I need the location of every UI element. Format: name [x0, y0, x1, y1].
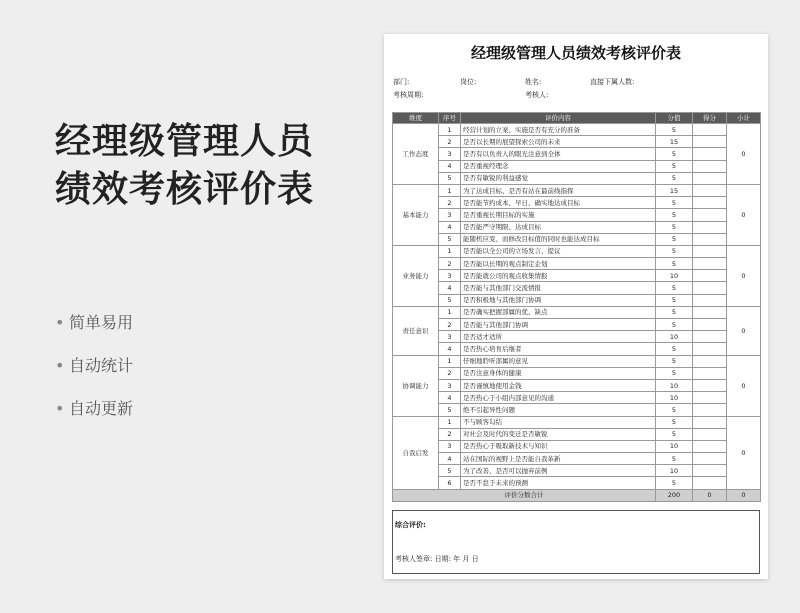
row-content-cell: 为了达成目标、是否有站在最前线指挥 [461, 184, 656, 196]
row-no-cell: 1 [439, 306, 461, 318]
row-content-cell: 是否不怠于未来的预测 [461, 477, 656, 489]
row-content-cell: 是否有敏锐的利益感觉 [461, 172, 656, 184]
row-got-cell[interactable] [693, 440, 727, 452]
meta-position: 岗位: [460, 78, 477, 86]
row-content-cell: 是否能节约成本、早日、确实地达成目标 [461, 197, 656, 209]
row-got-cell[interactable] [693, 270, 727, 282]
row-got-cell[interactable] [693, 172, 727, 184]
subtotal-cell: 0 [727, 416, 761, 489]
row-got-cell[interactable] [693, 392, 727, 404]
row-score-cell: 5 [656, 453, 693, 465]
signature-line: 考核人签章: 日期: 年 月 日 [395, 555, 479, 563]
row-score-cell: 5 [656, 416, 693, 428]
row-no-cell: 1 [439, 245, 461, 257]
total-score: 200 [656, 489, 693, 501]
table-row [393, 270, 761, 282]
row-no-cell: 1 [439, 124, 461, 136]
row-score-cell: 5 [656, 148, 693, 160]
row-score-cell: 10 [656, 379, 693, 391]
table-row [393, 416, 761, 428]
row-no-cell: 3 [439, 209, 461, 221]
bullet-icon: • [55, 313, 65, 332]
row-score-cell: 5 [656, 209, 693, 221]
row-no-cell: 4 [439, 221, 461, 233]
row-got-cell[interactable] [693, 355, 727, 367]
row-got-cell[interactable] [693, 148, 727, 160]
feature-label: 简单易用 [69, 313, 134, 332]
row-no-cell: 5 [439, 404, 461, 416]
row-score-cell: 10 [656, 270, 693, 282]
row-score-cell: 5 [656, 245, 693, 257]
header-subtotal: 小计 [727, 113, 761, 124]
row-content-cell: 是否能与其他部门交流情报 [461, 282, 656, 294]
total-row [393, 489, 761, 501]
row-got-cell[interactable] [693, 233, 727, 245]
comment-box [392, 510, 760, 574]
row-score-cell: 10 [656, 331, 693, 343]
dimension-cell: 基本能力 [393, 184, 439, 245]
row-score-cell: 5 [656, 477, 693, 489]
row-score-cell: 5 [656, 233, 693, 245]
row-score-cell: 5 [656, 172, 693, 184]
row-got-cell[interactable] [693, 282, 727, 294]
row-content-cell: 对社会及时代的变迁是否敏锐 [461, 428, 656, 440]
subtotal-cell: 0 [727, 355, 761, 416]
row-score-cell: 15 [656, 184, 693, 196]
row-content-cell: 是否热心培育后继者 [461, 343, 656, 355]
feature-list [55, 312, 133, 441]
row-got-cell[interactable] [693, 477, 727, 489]
meta-name: 姓名: [525, 78, 542, 86]
row-got-cell[interactable] [693, 465, 727, 477]
header-score: 分值 [656, 113, 693, 124]
row-content-cell: 是否重视长期目标的实施 [461, 209, 656, 221]
row-content-cell: 是否重视经理念 [461, 160, 656, 172]
table-row [393, 392, 761, 404]
dimension-cell: 责任意识 [393, 306, 439, 355]
row-score-cell: 15 [656, 136, 693, 148]
row-score-cell: 5 [656, 343, 693, 355]
evaluation-sheet [384, 34, 768, 579]
row-no-cell: 4 [439, 453, 461, 465]
row-got-cell[interactable] [693, 258, 727, 270]
table-row [393, 428, 761, 440]
table-row [393, 148, 761, 160]
table-header-row [393, 113, 761, 124]
sheet-title: 经理级管理人员绩效考核评价表 [470, 44, 681, 62]
row-no-cell: 3 [439, 270, 461, 282]
row-no-cell: 4 [439, 160, 461, 172]
bullet-icon: • [55, 399, 65, 418]
row-got-cell[interactable] [693, 209, 727, 221]
row-got-cell[interactable] [693, 319, 727, 331]
subtotal-cell: 0 [727, 245, 761, 306]
row-got-cell[interactable] [693, 416, 727, 428]
row-no-cell: 5 [439, 465, 461, 477]
row-no-cell: 5 [439, 233, 461, 245]
row-score-cell: 10 [656, 392, 693, 404]
row-content-cell: 是否确实把握部属的优、缺点 [461, 306, 656, 318]
header-got: 得分 [693, 113, 727, 124]
table-row [393, 294, 761, 306]
row-content-cell: 是否能严守期限、达成目标 [461, 221, 656, 233]
table-row [393, 453, 761, 465]
table-row [393, 404, 761, 416]
row-content-cell: 不与顾客勾结 [461, 416, 656, 428]
row-no-cell: 1 [439, 416, 461, 428]
meta-dept: 部门: [393, 78, 410, 86]
row-got-cell[interactable] [693, 343, 727, 355]
row-got-cell[interactable] [693, 453, 727, 465]
row-no-cell: 2 [439, 319, 461, 331]
row-got-cell[interactable] [693, 404, 727, 416]
header-no: 序号 [439, 113, 461, 124]
table-row [393, 343, 761, 355]
subtotal-cell: 0 [727, 306, 761, 355]
row-score-cell: 10 [656, 465, 693, 477]
comment-label: 综合评价: [395, 521, 426, 529]
row-content-cell: 是否以长期的展望探索公司的未来 [461, 136, 656, 148]
row-content-cell: 是否注意身体的健康 [461, 367, 656, 379]
row-no-cell: 3 [439, 379, 461, 391]
meta-period: 考核周期: [393, 91, 424, 99]
row-no-cell: 6 [439, 477, 461, 489]
row-content-cell: 绝不引起异性问题 [461, 404, 656, 416]
row-content-cell: 是否能以长期的观点制定企划 [461, 258, 656, 270]
table-row [393, 197, 761, 209]
row-got-cell[interactable] [693, 367, 727, 379]
table-body [393, 124, 761, 490]
row-got-cell[interactable] [693, 124, 727, 136]
row-no-cell: 3 [439, 331, 461, 343]
row-no-cell: 4 [439, 282, 461, 294]
row-got-cell[interactable] [693, 136, 727, 148]
table-row [393, 184, 761, 196]
row-no-cell: 5 [439, 172, 461, 184]
row-got-cell[interactable] [693, 221, 727, 233]
table-row [393, 221, 761, 233]
feature-item [55, 398, 133, 441]
header-content: 评价内容 [461, 113, 656, 124]
row-no-cell: 1 [439, 184, 461, 196]
table-row [393, 379, 761, 391]
row-content-cell: 是否能就公司的观点收集情报 [461, 270, 656, 282]
row-content-cell: 是否热心于吸取新技术与知识 [461, 440, 656, 452]
row-score-cell: 5 [656, 294, 693, 306]
row-score-cell: 5 [656, 306, 693, 318]
hero-title-line-2: 绩效考核评价表 [55, 169, 315, 210]
row-score-cell: 5 [656, 355, 693, 367]
table-row [393, 245, 761, 257]
table-row [393, 136, 761, 148]
table-row [393, 367, 761, 379]
table-row [393, 282, 761, 294]
row-score-cell: 5 [656, 367, 693, 379]
table-row [393, 306, 761, 318]
row-content-cell: 是否积极地与其他部门协调 [461, 294, 656, 306]
total-label: 评价分数合计 [393, 489, 656, 501]
row-no-cell: 2 [439, 197, 461, 209]
dimension-cell: 工作态度 [393, 124, 439, 185]
total-got: 0 [693, 489, 727, 501]
row-no-cell: 5 [439, 294, 461, 306]
row-got-cell[interactable] [693, 197, 727, 209]
total-subtotal: 0 [727, 489, 761, 501]
table-row [393, 233, 761, 245]
row-no-cell: 4 [439, 392, 461, 404]
table-row [393, 258, 761, 270]
table-row [393, 319, 761, 331]
dimension-cell: 业务能力 [393, 245, 439, 306]
hero-title [55, 118, 314, 214]
meta-subordinates: 直接下属人数: [590, 78, 635, 86]
row-score-cell: 5 [656, 282, 693, 294]
header-dimension: 维度 [393, 113, 439, 124]
row-content-cell: 为了改善、是否可以抛弃前例 [461, 465, 656, 477]
row-content-cell: 是否适才适所 [461, 331, 656, 343]
row-content-cell: 是否能以全公司的立场发言、提议 [461, 245, 656, 257]
row-no-cell: 2 [439, 258, 461, 270]
row-score-cell: 5 [656, 404, 693, 416]
row-got-cell[interactable] [693, 160, 727, 172]
row-no-cell: 3 [439, 440, 461, 452]
feature-label: 自动统计 [69, 356, 134, 375]
table-row [393, 209, 761, 221]
dimension-cell: 协调能力 [393, 355, 439, 416]
bullet-icon: • [55, 356, 65, 375]
row-no-cell: 1 [439, 355, 461, 367]
subtotal-cell: 0 [727, 184, 761, 245]
row-score-cell: 5 [656, 124, 693, 136]
row-got-cell[interactable] [693, 331, 727, 343]
hero-title-line-1: 经理级管理人员 [55, 121, 315, 162]
table-row [393, 160, 761, 172]
row-score-cell: 5 [656, 428, 693, 440]
row-got-cell[interactable] [693, 428, 727, 440]
row-content-cell: 站在国际的视野上是否能自我革新 [461, 453, 656, 465]
meta-reviewer: 考核人: [525, 91, 549, 99]
row-content-cell: 经营计划的立案、实施是否有充分的准备 [461, 124, 656, 136]
row-content-cell: 是否热心于小组内部意见的沟通 [461, 392, 656, 404]
feature-item [55, 312, 133, 355]
table-row [393, 477, 761, 489]
row-no-cell: 3 [439, 148, 461, 160]
row-no-cell: 2 [439, 136, 461, 148]
row-content-cell: 仔细地聆听部属的意见 [461, 355, 656, 367]
row-no-cell: 4 [439, 343, 461, 355]
table-row [393, 172, 761, 184]
row-content-cell: 是否能与其他部门协调 [461, 319, 656, 331]
row-score-cell: 10 [656, 440, 693, 452]
table-row [393, 465, 761, 477]
row-score-cell: 5 [656, 197, 693, 209]
row-score-cell: 5 [656, 319, 693, 331]
row-content-cell: 是否有以负责人的眼光注意到全体 [461, 148, 656, 160]
table-row [393, 355, 761, 367]
row-no-cell: 2 [439, 428, 461, 440]
row-got-cell[interactable] [693, 379, 727, 391]
row-content-cell: 是否谨慎地使用金钱 [461, 379, 656, 391]
table-row [393, 440, 761, 452]
row-got-cell[interactable] [693, 294, 727, 306]
row-score-cell: 5 [656, 258, 693, 270]
feature-item [55, 355, 133, 398]
row-score-cell: 5 [656, 221, 693, 233]
row-no-cell: 2 [439, 367, 461, 379]
table-row [393, 124, 761, 136]
subtotal-cell: 0 [727, 124, 761, 185]
row-content-cell: 能随机应变、而修改目标值的同时也能达成目标 [461, 233, 656, 245]
row-got-cell[interactable] [693, 245, 727, 257]
row-score-cell: 5 [656, 160, 693, 172]
evaluation-table [392, 112, 761, 502]
row-got-cell[interactable] [693, 306, 727, 318]
row-got-cell[interactable] [693, 184, 727, 196]
feature-label: 自动更新 [69, 399, 134, 418]
dimension-cell: 自我启发 [393, 416, 439, 489]
table-row [393, 331, 761, 343]
